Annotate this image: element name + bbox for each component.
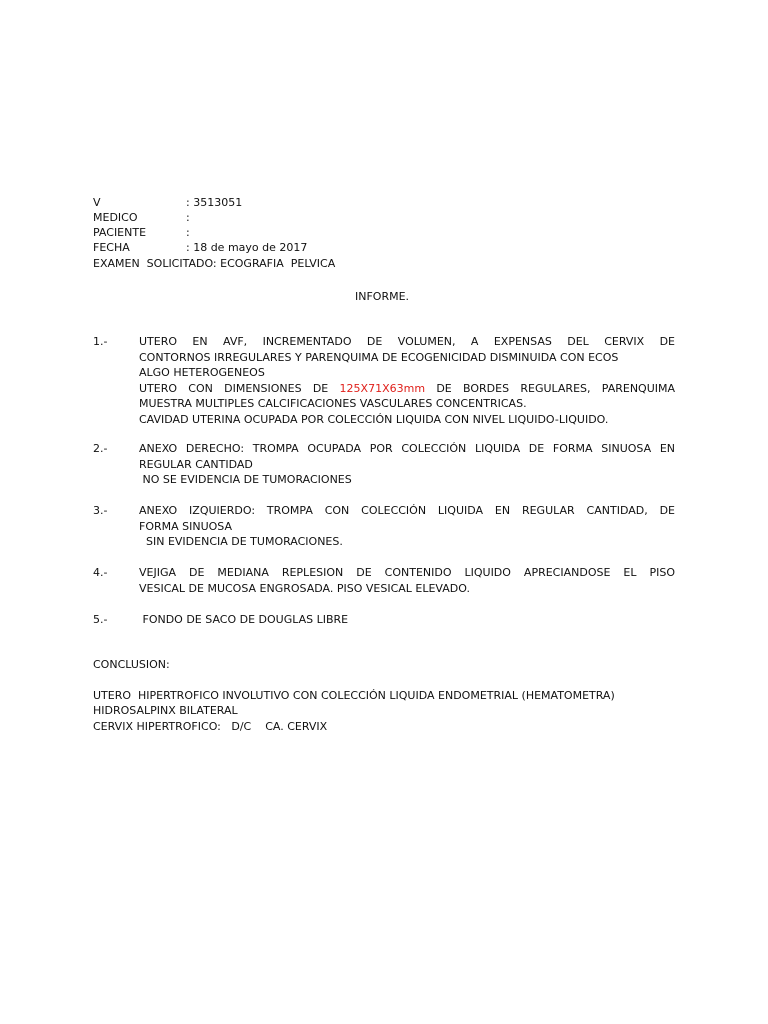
conclusion-line: UTERO HIPERTROFICO INVOLUTIVO CON COLECCIÓN LIQUIDA ENDOMETRIAL (HEMATOMETRA) [93, 689, 615, 702]
dimensions-value: 125X71X63mm [339, 381, 426, 395]
finding-4-body [139, 565, 675, 596]
exam-requested: EXAMEN SOLICITADO: ECOGRAFIA PELVICA [93, 257, 336, 270]
finding-number: 3.- [93, 504, 108, 517]
header-row-fecha [93, 240, 307, 256]
finding-line: REGULAR CANTIDAD [139, 457, 253, 471]
header-value: : 18 de mayo de 2017 [186, 241, 308, 254]
finding-number: 5.- [93, 613, 108, 626]
header-value: : 3513051 [186, 196, 243, 209]
finding-line: UTERO EN AVF, INCREMENTADO DE VOLUMEN, A EXPENSAS DEL CERVIX DE [139, 335, 675, 348]
header-key: PACIENTE [93, 226, 147, 239]
finding-number: 4.- [93, 566, 108, 579]
finding-line: MUESTRA MULTIPLES CALCIFICACIONES VASCULARES CONCENTRICAS. [139, 397, 527, 410]
finding-line: VEJIGA DE MEDIANA REPLESION DE CONTENIDO LIQUIDO APRECIANDOSE EL PISO [139, 566, 675, 579]
header-value: : [186, 226, 190, 239]
finding-line: FORMA SINUOSA [139, 519, 233, 533]
conclusion-heading: CONCLUSION: [93, 658, 170, 671]
finding-line: SIN EVIDENCIA DE TUMORACIONES. [139, 535, 343, 548]
header-key: FECHA [93, 241, 130, 254]
finding-3-body [139, 503, 675, 550]
finding-number: 1.- [93, 335, 108, 348]
conclusion-line: CERVIX HIPERTROFICO: D/C CA. CERVIX [93, 720, 328, 733]
finding-line: CAVIDAD UTERINA OCUPADA POR COLECCIÓN LIQUIDA CON NIVEL LIQUIDO-LIQUIDO. [139, 412, 609, 426]
header-value: : [186, 211, 190, 224]
dimensions-line [139, 381, 675, 397]
finding-5-body [139, 612, 675, 628]
finding-number: 2.- [93, 442, 108, 455]
finding-line: ANEXO IZQUIERDO: TROMPA CON COLECCIÓN LIQUIDA EN REGULAR CANTIDAD, DE [139, 504, 675, 517]
header-key: MEDICO [93, 211, 138, 224]
finding-2-body [139, 441, 675, 488]
finding-line: NO SE EVIDENCIA DE TUMORACIONES [139, 473, 352, 486]
header-key: V [93, 196, 101, 209]
finding-line: CONTORNOS IRREGULARES Y PARENQUIMA DE ECOGENICIDAD DISMINUIDA CON ECOS [139, 350, 619, 364]
finding-1-body [139, 334, 675, 427]
report-title: INFORME. [355, 290, 410, 303]
header-row-v [93, 195, 242, 211]
conclusion-line: HIDROSALPINX BILATERAL [93, 704, 238, 717]
finding-line: FONDO DE SACO DE DOUGLAS LIBRE [139, 613, 349, 626]
dimensions-prefix: UTERO CON DIMENSIONES DE [139, 381, 329, 395]
finding-line: VESICAL DE MUCOSA ENGROSADA. PISO VESICAL ELEVADO. [139, 581, 470, 595]
finding-line: ANEXO DERECHO: TROMPA OCUPADA POR COLECCIÓN LIQUIDA DE FORMA SINUOSA EN [139, 442, 675, 455]
dimensions-suffix: DE BORDES REGULARES, PARENQUIMA [436, 381, 676, 395]
header-row-paciente [93, 225, 190, 241]
header-row-medico [93, 210, 190, 226]
finding-line: ALGO HETEROGENEOS [139, 366, 265, 379]
